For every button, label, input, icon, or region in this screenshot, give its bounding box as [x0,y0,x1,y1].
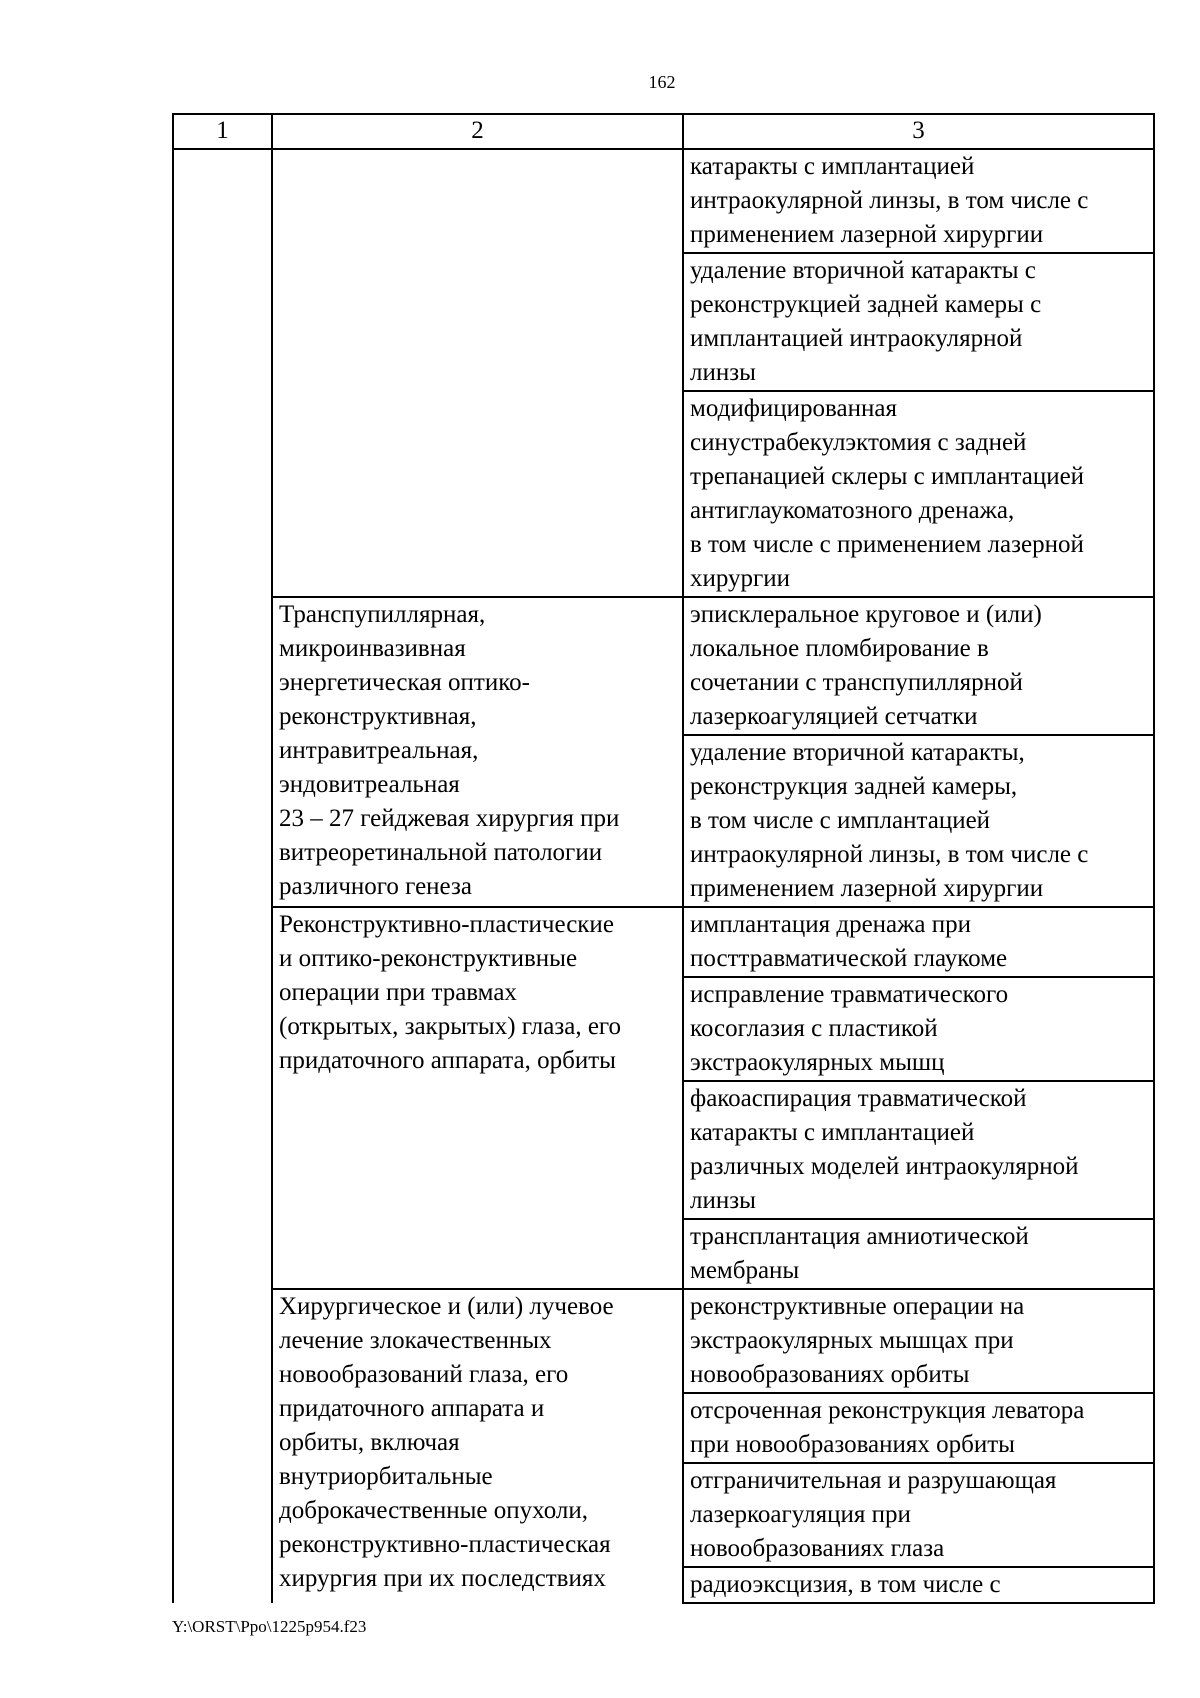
procedure-cell: реконструктивные операции на экстраокулярных мышцах при новообразованиях орбиты [683,1289,1154,1393]
procedure-cell: катаракты с имплантацией интраокулярной линзы, в том числе с применением лазерной хирургии [683,149,1154,253]
procedure-cell: радиоэксцизия, в том числе с [683,1567,1154,1603]
method-cell: Реконструктивно-пластические и оптико-реконструктивные операции при травмах (открытых, закрытых) глаза, его придаточного аппарата, орбиты [272,907,683,1289]
col-1-cell [173,149,272,1603]
table-row [173,597,1154,735]
procedure-cell: удаление вторичной катаракты с реконструкцией задней камеры с имплантацией интраокулярной линзы [683,253,1154,391]
procedure-cell: трансплантация амниотической мембраны [683,1219,1154,1289]
header-col-3: 3 [683,114,1154,149]
table-header-row [173,114,1154,149]
table-row [173,907,1154,977]
procedure-cell: удаление вторичной катаракты, реконструкция задней камеры, в том числе с имплантацией интраокулярной линзы, в том числе с применением лазерной хирургии [683,735,1154,907]
header-col-1: 1 [173,114,272,149]
footer-file-path: Y:\ORST\Ppo\1225p954.f23 [172,1617,367,1636]
method-cell [272,149,683,597]
procedures-table [172,113,1155,1604]
method-cell: Хирургическое и (или) лучевое лечение злокачественных новообразований глаза, его придаточного аппарата и орбиты, включая внутриорбитальные доброкачественные опухоли, реконструктивно-пластическая хирургия при их последствиях [272,1289,683,1603]
procedure-cell: модифицированная синустрабекулэктомия с задней трепанацией склеры с имплантацией антиглаукоматозного дренажа, в том числе с применением лазерной хирургии [683,391,1154,597]
method-cell: Транспупиллярная, микроинвазивная энергетическая оптико- реконструктивная, интравитреальная, эндовитреальная 23 – 27 гейджевая хирургия при витреоретинальной патологии различного генеза [272,597,683,907]
header-col-2: 2 [272,114,683,149]
procedure-cell: отсроченная реконструкция леватора при новообразованиях орбиты [683,1393,1154,1463]
table-row [173,1289,1154,1393]
table-row [173,149,1154,253]
procedure-cell: отграничительная и разрушающая лазеркоагуляция при новообразованиях глаза [683,1463,1154,1567]
procedure-cell: факоаспирация травматической катаракты с имплантацией различных моделей интраокулярной линзы [683,1081,1154,1219]
procedure-cell: имплантация дренажа при посттравматической глаукоме [683,907,1154,977]
page-number: 162 [648,72,676,92]
procedure-cell: эписклеральное круговое и (или) локальное пломбирование в сочетании с транспупиллярной лазеркоагуляцией сетчатки [683,597,1154,735]
procedure-cell: исправление травматического косоглазия с пластикой экстраокулярных мышц [683,977,1154,1081]
